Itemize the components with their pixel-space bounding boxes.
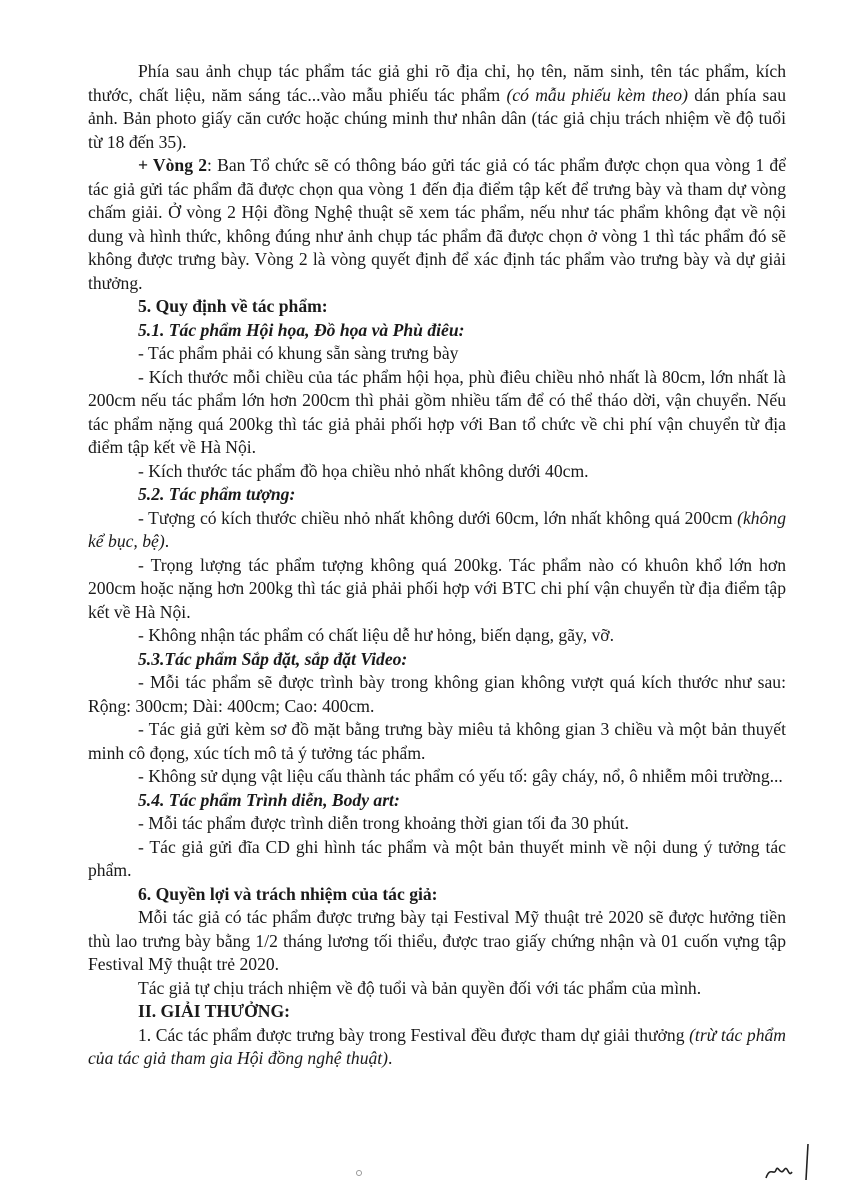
paragraph-awards-eligibility: 1. Các tác phẩm được trưng bày trong Festival đều được tham dự giải thưởng (trừ tác phẩm của tác giả tham gia Hội đồng nghệ thuật). [88, 1024, 786, 1068]
rule-performance-duration: - Mỗi tác phẩm được trình diễn trong khoảng thời gian tối đa 30 phút. [138, 813, 629, 833]
rule-painting-size: - Kích thước mỗi chiều của tác phẩm hội họa, phù điêu chiều nhỏ nhất là 80cm, lớn nhất là 200cm nếu tác phẩm lớn hơn 200cm thì phải gồm nhiều tấm để có thể tháo dời, vận chuyển. Nếu tác phẩm nặng quá 200kg thì tác giả phải phối hợp với Ban tổ chức về chi phí vận chuyển từ địa điểm tập kết về Hà Nội. [88, 366, 786, 457]
subheading-performance: 5.4. Tác phẩm Trình diễn, Body art: [138, 789, 400, 810]
rule-installation-materials: - Không sử dụng vật liệu cấu thành tác phẩm có yếu tố: gây cháy, nổ, ô nhiễm môi trường... [138, 766, 783, 786]
heading-artwork-rules: 5. Quy định về tác phẩm: [138, 296, 328, 316]
scan-speck [356, 1170, 362, 1176]
rule-frame: - Tác phẩm phải có khung sẵn sàng trưng bày [138, 343, 459, 363]
rule-installation-space: - Mỗi tác phẩm sẽ được trình bày trong không gian không vượt quá kích thước như sau: Rộng: 300cm; Dài: 400cm; Cao: 400cm. [88, 672, 786, 716]
paragraph-photo-notes: Phía sau ảnh chụp tác phẩm tác giả ghi rõ địa chỉ, họ tên, năm sinh, tên tác phẩm, kích thước, chất liệu, năm sáng tác...vào mẫu phiếu tác phẩm (có mẫu phiếu kèm theo) dán phía sau ảnh. Bản photo giấy căn cước hoặc chúng minh thư nhân dân (tác giả chịu trách nhiệm về độ tuổi từ 18 đến 35). [88, 61, 787, 152]
paragraph-round-2: + Vòng 2: Ban Tổ chức sẽ có thông báo gửi tác giả có tác phẩm được chọn qua vòng 1 để tác giả gửi tác phẩm đã được chọn qua vòng 1 đến địa điểm tập kết để trưng bày và tham dự vòng chấm giải. Ở vòng 2 Hội đồng Nghệ thuật sẽ xem tác phẩm, nếu như tác phẩm không đạt về nội dung và hình thức, không đúng như ảnh chụp tác phẩm đã được chọn ở vòng 1 thì tác phẩm đó sẽ không được trưng bày. Vòng 2 là vòng quyết định để xác định tác phẩm vào trưng bày và dự giải thưởng. [88, 155, 786, 293]
rule-performance-cd: - Tác giả gửi đĩa CD ghi hình tác phẩm và một bản thuyết minh về nội dung ý tưởng tác phẩm. [88, 836, 786, 880]
initials-signature-icon [762, 1126, 822, 1186]
rule-installation-plan: - Tác giả gửi kèm sơ đồ mặt bằng trưng bày miêu tả không gian 3 chiều và một bản thuyết minh cô đọng, xúc tích mô tả ý tưởng tác phẩm. [88, 719, 786, 763]
paragraph-author-responsibility: Tác giả tự chịu trách nhiệm về độ tuổi và bản quyền đối với tác phẩm của mình. [138, 977, 702, 998]
rule-fragile-material: - Không nhận tác phẩm có chất liệu dễ hư hỏng, biến dạng, gãy, vỡ. [138, 625, 614, 645]
rule-sculpture-weight: - Trọng lượng tác phẩm tượng không quá 200kg. Tác phẩm nào có khuôn khổ lớn hơn 200cm hoặc nặng hơn 200kg thì tác giả phải phối hợp với BTC chi phí vận chuyển từ địa điểm tập kết về Hà Nội. [88, 554, 786, 622]
subheading-sculpture: 5.2. Tác phẩm tượng: [138, 484, 296, 504]
rule-graphic-size: - Kích thước tác phẩm đồ họa chiều nhỏ nhất không dưới 40cm. [138, 460, 589, 481]
round-2-label: + Vòng 2 [138, 155, 207, 175]
heading-author-rights: 6. Quyền lợi và trách nhiệm của tác giả: [138, 883, 438, 904]
rule-sculpture-size: - Tượng có kích thước chiều nhỏ nhất không dưới 60cm, lớn nhất không quá 200cm (không kể bục, bệ). [88, 507, 786, 551]
subheading-painting: 5.1. Tác phẩm Hội họa, Đồ họa và Phù điêu: [138, 319, 465, 340]
paragraph-author-benefits: Mỗi tác giả có tác phẩm được trưng bày tại Festival Mỹ thuật trẻ 2020 sẽ được hưởng tiền thù lao trưng bày bằng 1/2 tháng lương tối thiểu, được trao giấy chứng nhận và 01 cuốn vựng tập Festival Mỹ thuật trẻ 2020. [88, 907, 786, 974]
subheading-installation: 5.3.Tác phẩm Sắp đặt, sắp đặt Video: [138, 648, 408, 669]
heading-awards: II. GIẢI THƯỞNG: [138, 1001, 291, 1021]
